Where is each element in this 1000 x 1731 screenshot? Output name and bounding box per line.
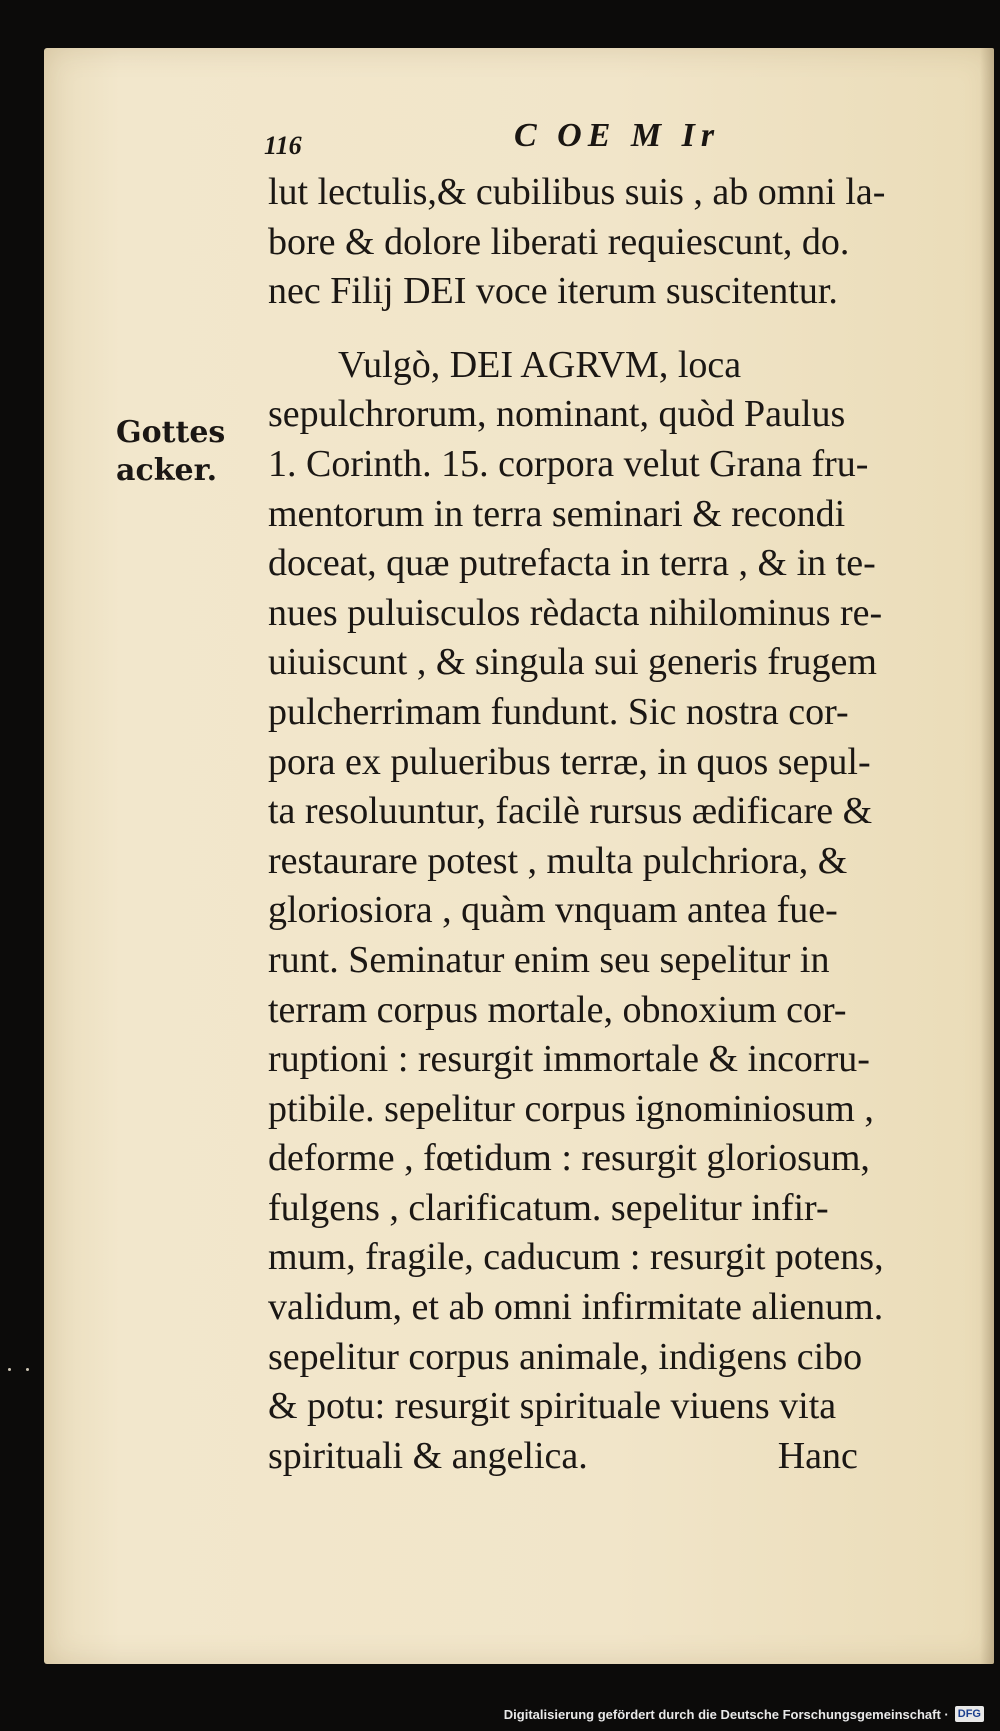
- dust-speck: [8, 1368, 11, 1371]
- paragraph-gap: [268, 317, 948, 341]
- text-line: gloriosiora , quàm vnquam antea fue-: [268, 889, 838, 932]
- text-line: Vulgò, DEI AGRVM, loca: [338, 343, 742, 386]
- text-line: spirituali & angelica. Hanc: [268, 1434, 858, 1477]
- text-line: validum, et ab omni infirmitate alienum.: [268, 1286, 884, 1329]
- page-edge-shadow: [980, 48, 994, 1664]
- text-line: ruptioni : resurgit immortale & incorru-: [268, 1038, 870, 1081]
- text-line: sepulchrorum, nominant, quòd Paulus: [268, 393, 846, 436]
- margin-note: [116, 414, 246, 490]
- text-line: restaurare potest , multa pulchriora, &: [268, 839, 848, 882]
- text-line: doceat, quæ putrefacta in terra , & in te-: [268, 542, 876, 585]
- body-text: [268, 168, 948, 1481]
- text-line: pulcherrimam fundunt. Sic nostra cor-: [268, 690, 849, 733]
- text-line: runt. Seminatur enim seu sepelitur in: [268, 938, 830, 981]
- text-line: mum, fragile, caducum : resurgit potens,: [268, 1236, 884, 1279]
- page-number: 116: [264, 131, 302, 160]
- running-head: C OE M Ir: [514, 117, 721, 154]
- text-line: lut lectulis,& cubilibus suis , ab omni la-: [268, 171, 886, 213]
- text-line: ta resoluuntur, facilè rursus ædificare &: [268, 790, 873, 833]
- text-line: 1. Corinth. 15. corpora velut Grana fru-: [268, 442, 869, 485]
- text-line: bore & dolore liberati requiescunt, do.: [268, 220, 850, 263]
- text-line: nec Filij DEI voce iterum suscitentur.: [268, 270, 838, 313]
- text-line: deforme , fœtidum : resurgit gloriosum,: [268, 1137, 870, 1180]
- margin-note-line-2: acker.: [116, 453, 218, 488]
- text-line: terram corpus mortale, obnoxium cor-: [268, 988, 847, 1031]
- text-line: uiuiscunt , & singula sui generis frugem: [268, 641, 877, 684]
- dust-speck: [26, 1368, 29, 1371]
- text-line: ptibile. sepelitur corpus ignominiosum ,: [268, 1087, 874, 1130]
- credit-text: Digitalisierung gefördert durch die Deutsche Forschungsgemeinschaft ·: [503, 1706, 949, 1722]
- page-header: [264, 113, 764, 163]
- text-line: sepelitur corpus animale, indigens cibo: [268, 1335, 863, 1378]
- text-line: mentorum in terra seminari & recondi: [268, 492, 846, 535]
- text-line: & potu: resurgit spirituale viuens vita: [268, 1385, 837, 1428]
- dfg-logo-icon: DFG: [955, 1706, 984, 1722]
- text-line: fulgens , clarificatum. sepelitur infir-: [268, 1186, 829, 1229]
- book-page: [44, 48, 994, 1664]
- text-line: pora ex pulueribus terræ, in quos sepul-: [268, 740, 871, 783]
- digitization-credit: [504, 1703, 984, 1725]
- margin-note-line-1: Gottes: [116, 415, 226, 450]
- text-line: nues puluisculos rèdacta nihilominus re-: [268, 591, 883, 634]
